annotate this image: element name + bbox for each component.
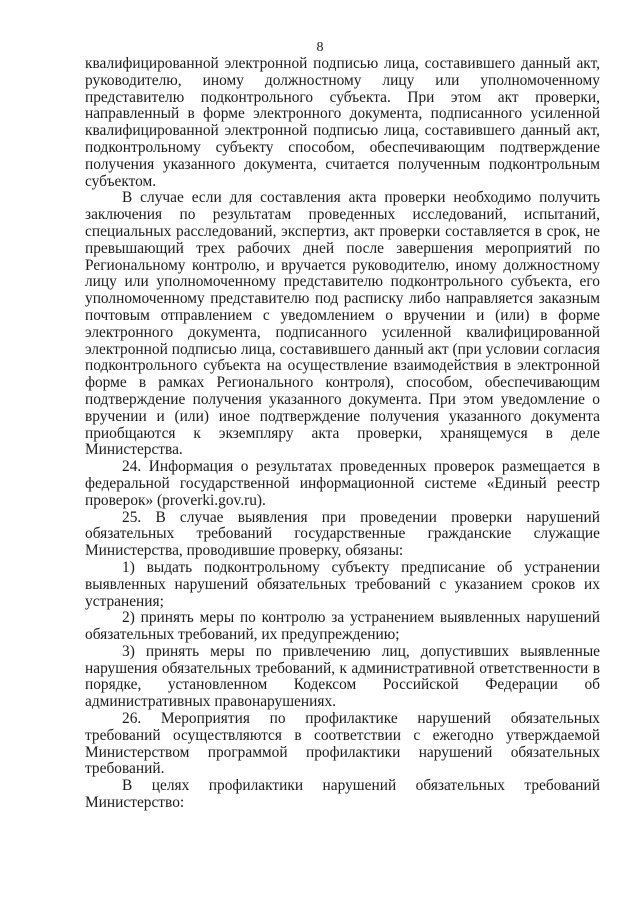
list-item-3: 3) принять меры по привлечению лиц, допустивших выявленные нарушения обязательных требований, к административной ответственности в порядке, установленном Кодексом Российской Федерации об административных правонарушениях. xyxy=(85,642,600,711)
paragraph-25: 25. В случае выявления при проведении проверки нарушений обязательных требований государственные гражданские служащие Министерства, проводившие проверку, обязаны: xyxy=(85,508,600,560)
paragraph-continuation: квалифицированной электронной подписью лица, составившего данный акт, руководителю, иному должностному лицу или уполномоченному представителю подконтрольного субъекта. При этом акт проверки, направленный в форме электронного документа, подписанного усиленной квалифицированной электронной подписью лица, составившего данный акт, подконтрольному субъекту способом, обеспечивающим подтверждение получения указанного документа, считается полученным подконтрольным субъектом. xyxy=(85,55,600,190)
list-item-2: 2) принять меры по контролю за устранением выявленных нарушений обязательных требований, их предупреждению; xyxy=(85,609,600,644)
paragraph-26: 26. Мероприятия по профилактике нарушений обязательных требований осуществляются в соответствии с ежегодно утверждаемой Министерством программой профилактики нарушений обязательных требований. xyxy=(85,710,600,778)
paragraph-prevention-intro: В целях профилактики нарушений обязательных требований Министерство: xyxy=(85,777,600,812)
document-body xyxy=(85,56,600,812)
page-number: 8 xyxy=(316,40,324,55)
paragraph-24: 24. Информация о результатах проведенных проверок размещается в федеральной государственной информационной системе «Единый реестр проверок» (proverki.gov.ru). xyxy=(85,458,600,509)
paragraph-expert-conclusions: В случае если для составления акта проверки необходимо получить заключения по результатам проведенных исследований, испытаний, специальных расследований, экспертиз, акт проверки составляется в срок, не превышающий трех рабочих дней после завершения мероприятий по Региональному контролю, и вручается руководителю, иному должностному лицу или уполномоченному представителю подконтрольного субъекта, его уполномоченному представителю под расписку либо направляется заказным почтовым отправлением с уведомлением о вручении и (или) в форме электронного документа, подписанного усиленной квалифицированной электронной подписью лица, составившего данный акт (при условии согласия подконтрольного субъекта на осуществление взаимодействия в электронной форме в рамках Регионального контроля), способом, обеспечивающим подтверждение получения указанного документа. При этом уведомление о вручении и (или) иное подтверждение получения указанного документа приобщаются к экземпляру акта проверки, хранящемуся в деле Министерства. xyxy=(85,189,600,459)
list-item-1: 1) выдать подконтрольному субъекту предписание об устранении выявленных нарушений обязательных требований с указанием сроков их устранения; xyxy=(85,558,600,610)
